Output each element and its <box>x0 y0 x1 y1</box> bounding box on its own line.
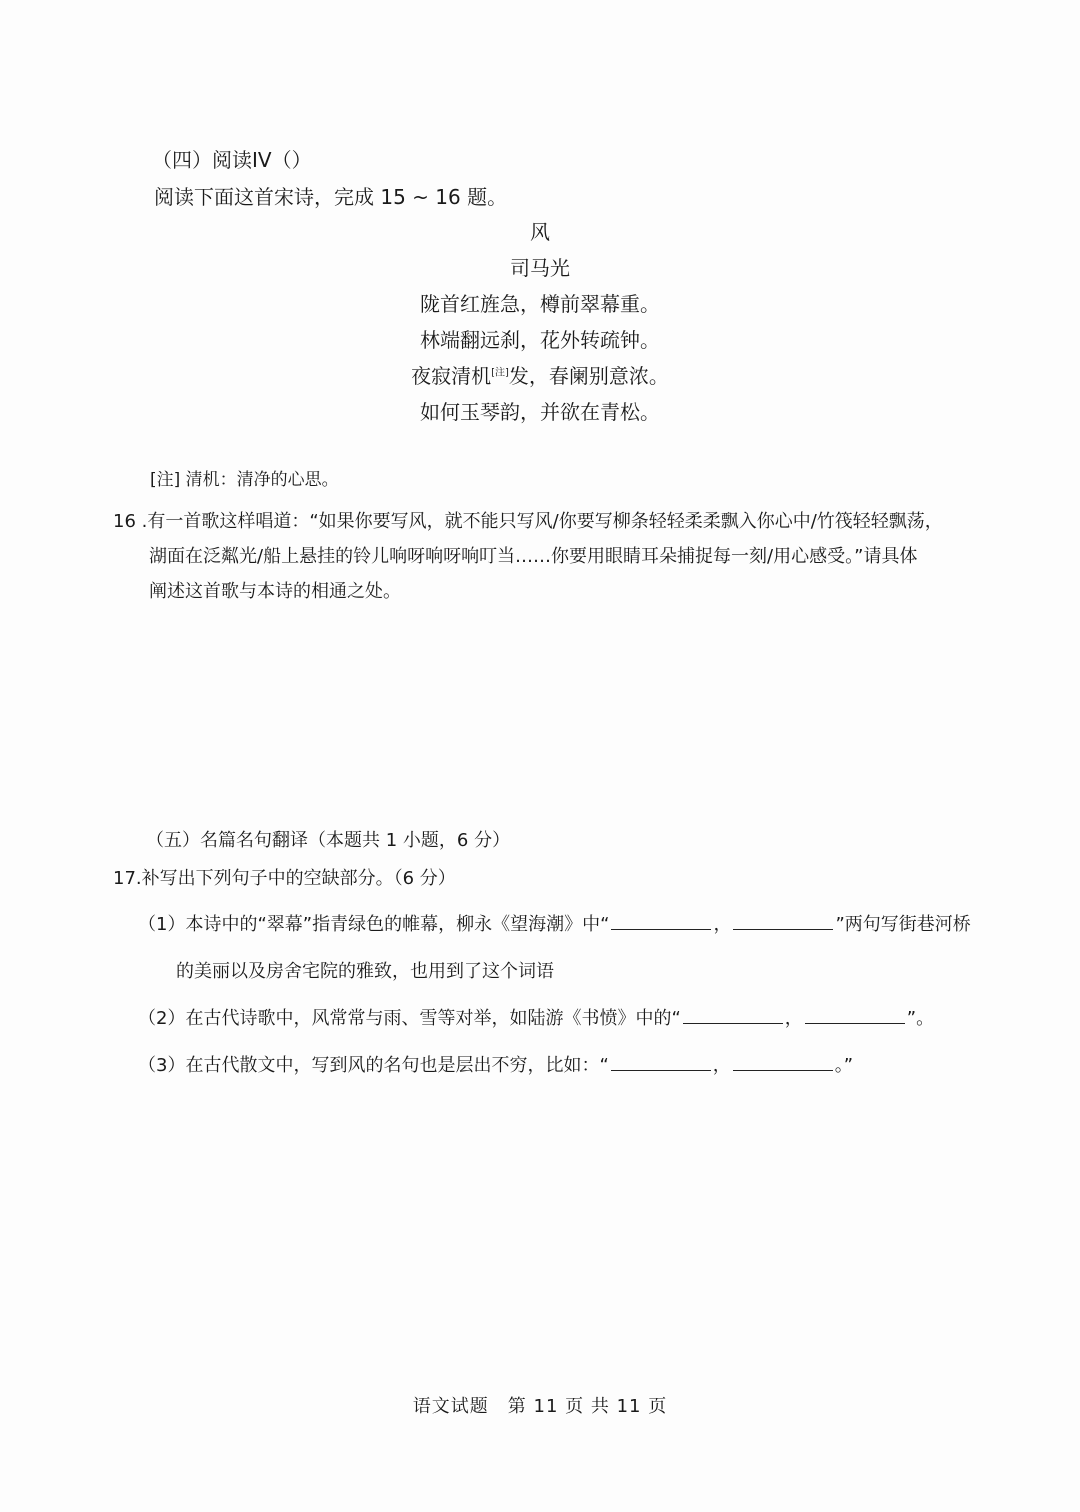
note-marker: [注] <box>491 367 509 379</box>
q17-item-3 <box>138 1051 853 1077</box>
q16-line-2: 湖面在泛粼光/船上悬挂的铃儿响呀响呀响叮当……你要用眼睛耳朵捕捉每一刻/用心感受。”请具体 <box>149 546 918 567</box>
answer-blank[interactable] <box>611 914 711 930</box>
q17-item1-sep: ， <box>713 914 732 935</box>
question-16 <box>113 504 973 609</box>
section4-instruction: 阅读下面这首宋诗，完成 15 ~ 16 题。 <box>154 185 508 209</box>
poem-title: 风 <box>530 220 550 244</box>
q17-item-1-cont: 的美丽以及房舍宅院的雅致，也用到了这个词语 <box>176 961 554 982</box>
q16-line-1: 16 .有一首歌这样唱道：“如果你要写风，就不能只写风/你要写柳条轻轻柔柔飘入你心中/竹筏轻轻飘荡， <box>113 511 943 532</box>
q17-item1-text: （1）本诗中的“翠幕”指青绿色的帷幕，柳永《望海潮》中“ <box>138 914 610 935</box>
poem-line-3-a: 夜寂清机 <box>411 364 492 388</box>
poem-line-3 <box>0 364 1080 388</box>
answer-blank[interactable] <box>733 914 833 930</box>
poem-author: 司马光 <box>510 256 570 280</box>
q17-item2-text: （2）在古代诗歌中，风常常与雨、雪等对举，如陆游《书愤》中的“ <box>138 1008 681 1029</box>
answer-blank[interactable] <box>683 1008 783 1024</box>
answer-blank[interactable] <box>611 1055 711 1071</box>
q17-item3-text: （3）在古代散文中，写到风的名句也是层出不穷，比如：“ <box>138 1055 609 1076</box>
q17-item1-tail: ”两句写街巷河桥 <box>835 914 971 935</box>
q17-item-1 <box>138 910 971 936</box>
poem-line-4: 如何玉琴韵，并欲在青松。 <box>420 400 660 424</box>
q16-line-3: 阐述这首歌与本诗的相通之处。 <box>149 581 401 602</box>
poem-line-1: 陇首红旌急，樽前翠幕重。 <box>420 292 660 316</box>
answer-blank[interactable] <box>805 1008 905 1024</box>
q17-stem: 17.补写出下列句子中的空缺部分。（6 分） <box>113 868 456 889</box>
page-footer: 语文试题 第 11 页 共 11 页 <box>412 1396 668 1417</box>
answer-blank[interactable] <box>733 1055 833 1071</box>
q17-item2-tail: ”。 <box>906 1008 935 1029</box>
q17-item-2 <box>138 1004 934 1030</box>
poem-line-3-b: 发，春阑别意浓。 <box>508 364 669 388</box>
poem-line-2: 林端翻远刹，花外转疏钟。 <box>420 328 660 352</box>
q17-item2-sep: ， <box>784 1008 803 1029</box>
section4-title: （四）阅读IV（） <box>152 148 312 172</box>
q17-item3-tail: 。” <box>834 1055 854 1076</box>
q17-item3-sep: ， <box>712 1055 731 1076</box>
section5-title: （五）名篇名句翻译（本题共 1 小题，6 分） <box>146 830 511 851</box>
poem-note: [注] 清机：清净的心思。 <box>150 470 339 490</box>
